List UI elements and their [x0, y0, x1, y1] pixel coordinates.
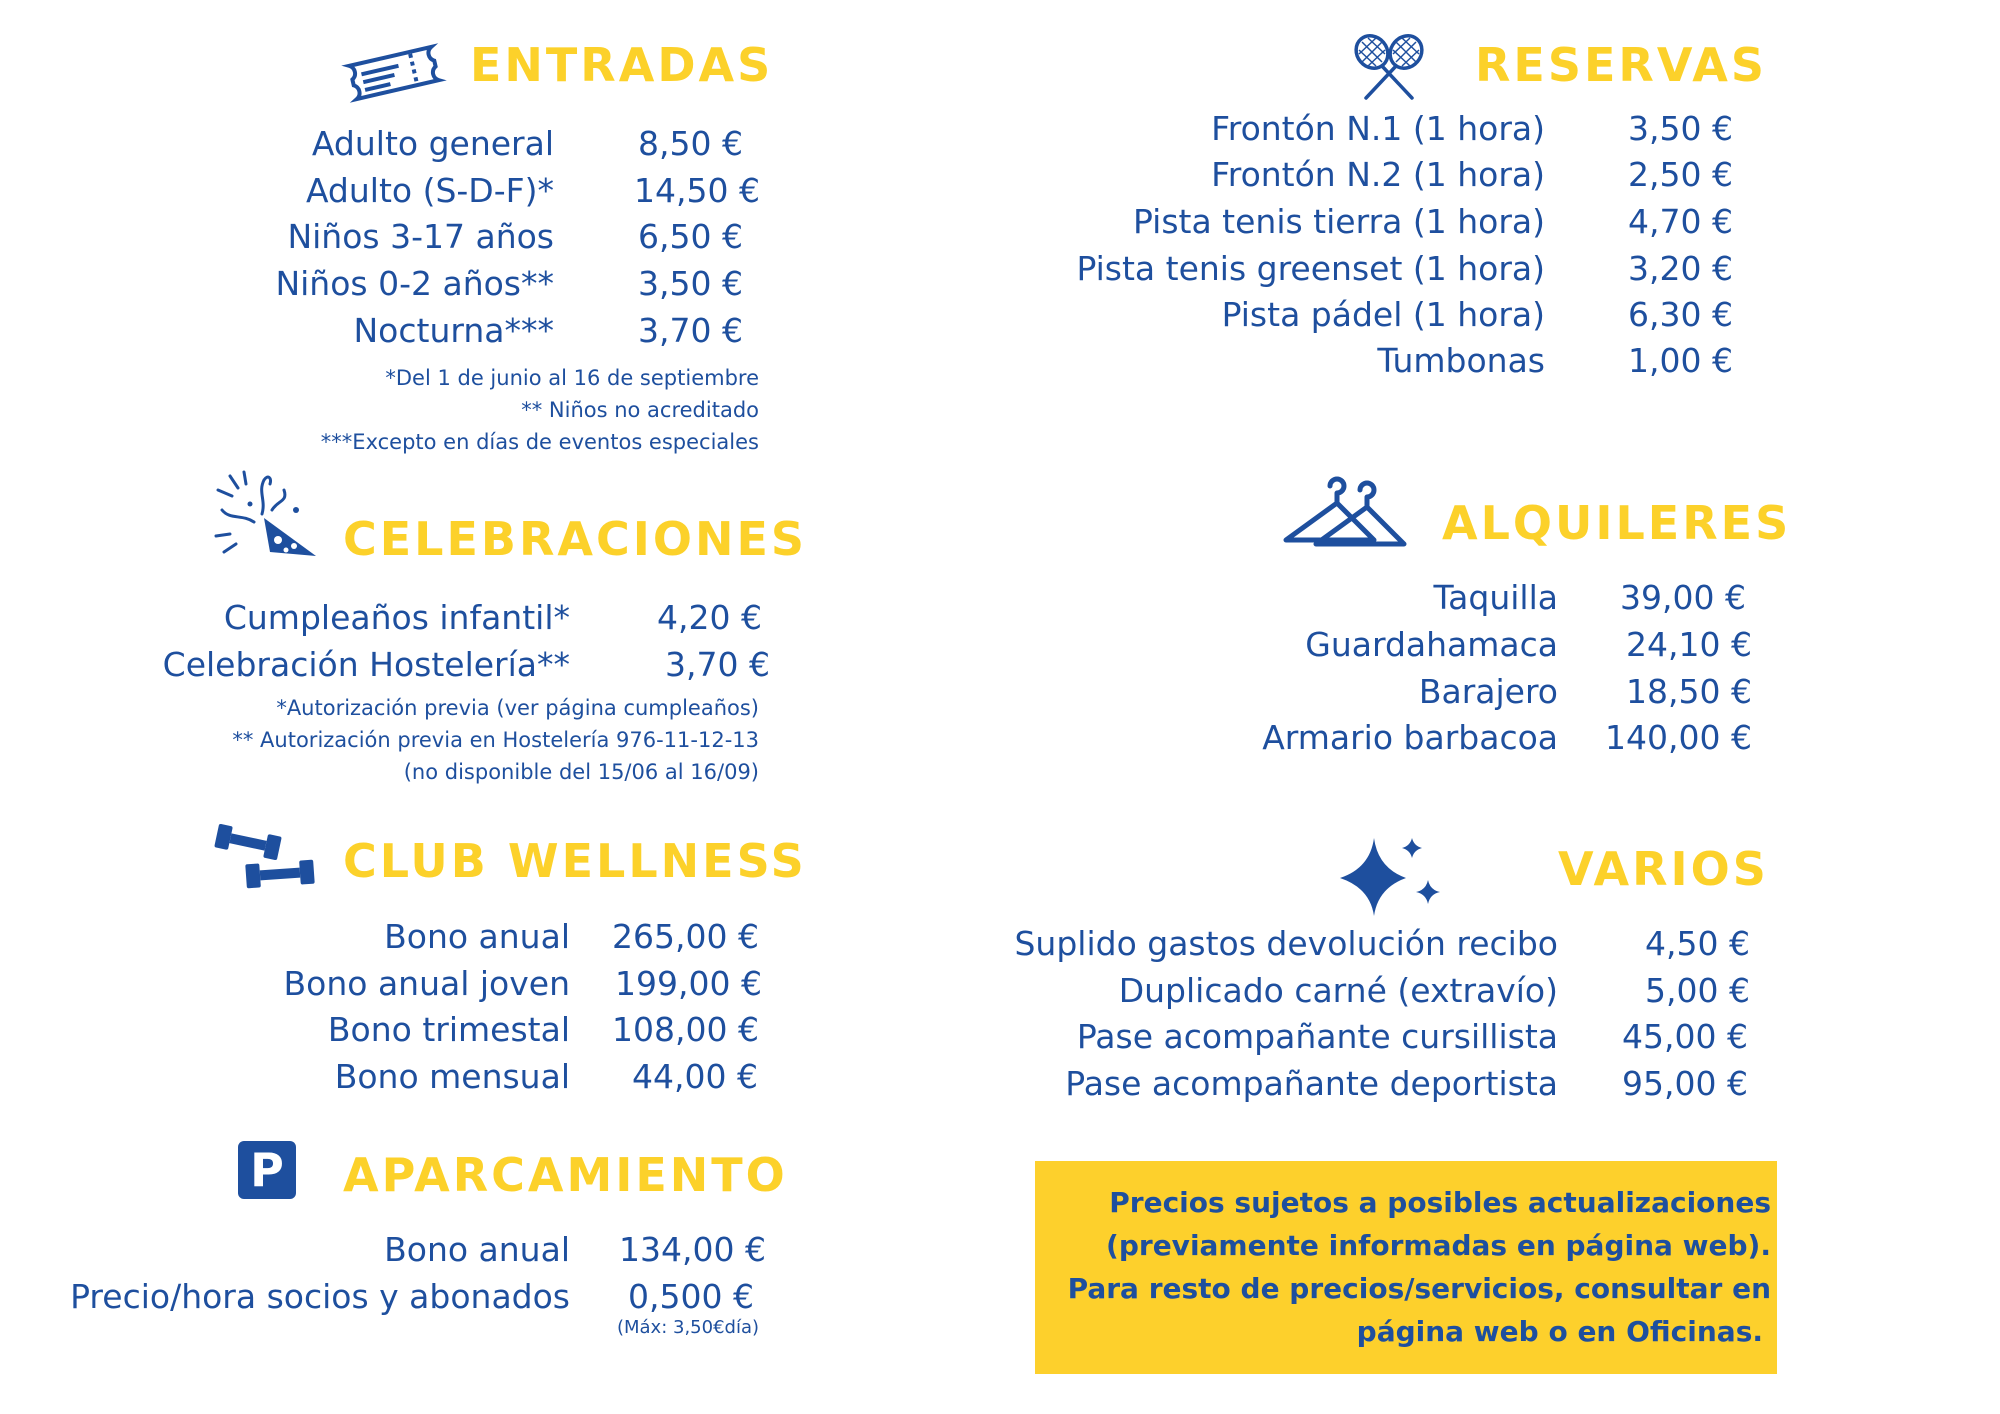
reservas-row: [0, 106, 1733, 152]
varios-row: [0, 921, 1750, 967]
notice-line: Para resto de precios/servicios, consultar en: [1067, 1272, 1771, 1305]
reservas-row: [0, 199, 1733, 245]
reservas-label: Frontón N.1 (1 hora): [1211, 109, 1545, 148]
varios-row: [0, 1061, 1748, 1107]
parking-letter: P: [250, 1143, 284, 1197]
alquileres-label: Barajero: [1418, 672, 1558, 711]
notice-line: Precios sujetos a posibles actualizaciones: [1109, 1186, 1771, 1219]
alquileres-row: [0, 622, 1752, 668]
entradas-label: Nocturna***: [353, 311, 554, 350]
reservas-label: Pista pádel (1 hora): [1221, 295, 1545, 334]
alquileres-title: ALQUILERES: [1442, 496, 1792, 550]
wellness-title: CLUB WELLNESS: [343, 834, 807, 888]
aparcamiento-label: Precio/hora socios y abonados: [70, 1277, 570, 1316]
celebraciones-label: Cumpleaños infantil*: [223, 598, 570, 637]
entradas-price: 14,50 €: [634, 171, 760, 210]
alquileres-price: 24,10 €: [1626, 625, 1752, 664]
entradas-note: ** Niños no acreditado: [521, 398, 759, 422]
varios-row: [0, 1014, 1748, 1060]
varios-label: Suplido gastos devolución recibo: [1014, 924, 1558, 963]
entradas-title: ENTRADAS: [470, 38, 774, 92]
hanger-icon: [1280, 474, 1410, 552]
entradas-label: Adulto (S-D-F)*: [305, 171, 554, 210]
entradas-price: 8,50 €: [638, 124, 743, 163]
aparcamiento-row: [0, 1274, 754, 1320]
aparcamiento-price: 134,00 €: [619, 1230, 766, 1269]
notice-line: página web o en Oficinas.: [1356, 1315, 1763, 1348]
reservas-row: [0, 246, 1733, 292]
reservas-price: 3,50 €: [1628, 109, 1733, 148]
aparcamiento-note: (Máx: 3,50€día): [616, 1317, 759, 1338]
alquileres-row: [0, 715, 1752, 761]
reservas-label: Pista tenis greenset (1 hora): [1076, 249, 1545, 288]
varios-price: 4,50 €: [1645, 924, 1750, 963]
varios-label: Pase acompañante cursillista: [1076, 1017, 1558, 1056]
wellness-price: 199,00 €: [615, 964, 762, 1003]
entradas-note: ***Excepto en días de eventos especiales: [320, 430, 759, 454]
notice-line: (previamente informadas en página web).: [1106, 1229, 1771, 1262]
celebraciones-label: Celebración Hostelería**: [162, 645, 570, 684]
varios-price: 5,00 €: [1645, 971, 1750, 1010]
celebraciones-price: 3,70 €: [665, 645, 770, 684]
alquileres-label: Armario barbacoa: [1262, 718, 1558, 757]
aparcamiento-row: [0, 1227, 766, 1273]
entradas-note: *Del 1 de junio al 16 de septiembre: [385, 366, 759, 390]
aparcamiento-label: Bono anual: [384, 1230, 570, 1269]
reservas-price: 4,70 €: [1628, 202, 1733, 241]
reservas-row: [0, 292, 1733, 338]
wellness-price: 108,00 €: [612, 1010, 759, 1049]
wellness-price: 265,00 €: [612, 917, 759, 956]
varios-row: [0, 968, 1750, 1014]
reservas-title: RESERVAS: [1475, 38, 1768, 92]
reservas-row: [0, 152, 1733, 198]
alquileres-label: Taquilla: [1433, 578, 1558, 617]
varios-price: 95,00 €: [1622, 1064, 1748, 1103]
varios-label: Pase acompañante deportista: [1065, 1064, 1558, 1103]
reservas-price: 6,30 €: [1628, 295, 1733, 334]
alquileres-price: 18,50 €: [1626, 672, 1752, 711]
alquileres-price: 39,00 €: [1620, 578, 1746, 617]
celebraciones-note: (no disponible del 15/06 al 16/09): [403, 760, 759, 784]
varios-label: Duplicado carné (extravío): [1118, 971, 1558, 1010]
reservas-price: 2,50 €: [1628, 155, 1733, 194]
entradas-label: Niños 3-17 años: [287, 217, 554, 256]
celebraciones-title: CELEBRACIONES: [343, 512, 808, 566]
reservas-label: Pista tenis tierra (1 hora): [1132, 202, 1545, 241]
wellness-label: Bono mensual: [334, 1057, 570, 1096]
reservas-row: [0, 338, 1733, 384]
entradas-label: Adulto general: [311, 124, 554, 163]
entradas-price: 3,50 €: [638, 264, 743, 303]
reservas-label: Tumbonas: [1377, 341, 1545, 380]
tennis-rackets-icon: [1348, 32, 1430, 102]
wellness-label: Bono trimestal: [327, 1010, 570, 1049]
alquileres-row: [0, 669, 1752, 715]
ticket-icon: [338, 36, 450, 110]
reservas-price: 3,20 €: [1628, 249, 1733, 288]
alquileres-label: Guardahamaca: [1305, 625, 1558, 664]
alquileres-price: 140,00 €: [1605, 718, 1752, 757]
notice-box: [1035, 1161, 1777, 1374]
wellness-label: Bono anual joven: [283, 964, 570, 1003]
alquileres-row: [0, 575, 1746, 621]
wellness-price: 44,00 €: [632, 1057, 758, 1096]
celebraciones-price: 4,20 €: [657, 598, 762, 637]
sparkles-icon: [1340, 834, 1448, 916]
entradas-label: Niños 0-2 años**: [275, 264, 554, 303]
celebraciones-note: *Autorización previa (ver página cumpleaños): [276, 696, 759, 720]
reservas-price: 1,00 €: [1628, 341, 1733, 380]
varios-price: 45,00 €: [1622, 1017, 1748, 1056]
entradas-price: 3,70 €: [638, 311, 743, 350]
reservas-label: Frontón N.2 (1 hora): [1211, 155, 1545, 194]
aparcamiento-price: 0,500 €: [628, 1277, 754, 1316]
dumbbell-icon: [210, 820, 322, 896]
aparcamiento-title: APARCAMIENTO: [343, 1148, 788, 1202]
party-popper-icon: [214, 470, 322, 564]
celebraciones-note: ** Autorización previa en Hostelería 976-11-12-13: [232, 728, 759, 752]
wellness-label: Bono anual: [384, 917, 570, 956]
parking-icon: [238, 1141, 296, 1199]
entradas-price: 6,50 €: [638, 217, 743, 256]
varios-title: VARIOS: [1558, 842, 1769, 896]
